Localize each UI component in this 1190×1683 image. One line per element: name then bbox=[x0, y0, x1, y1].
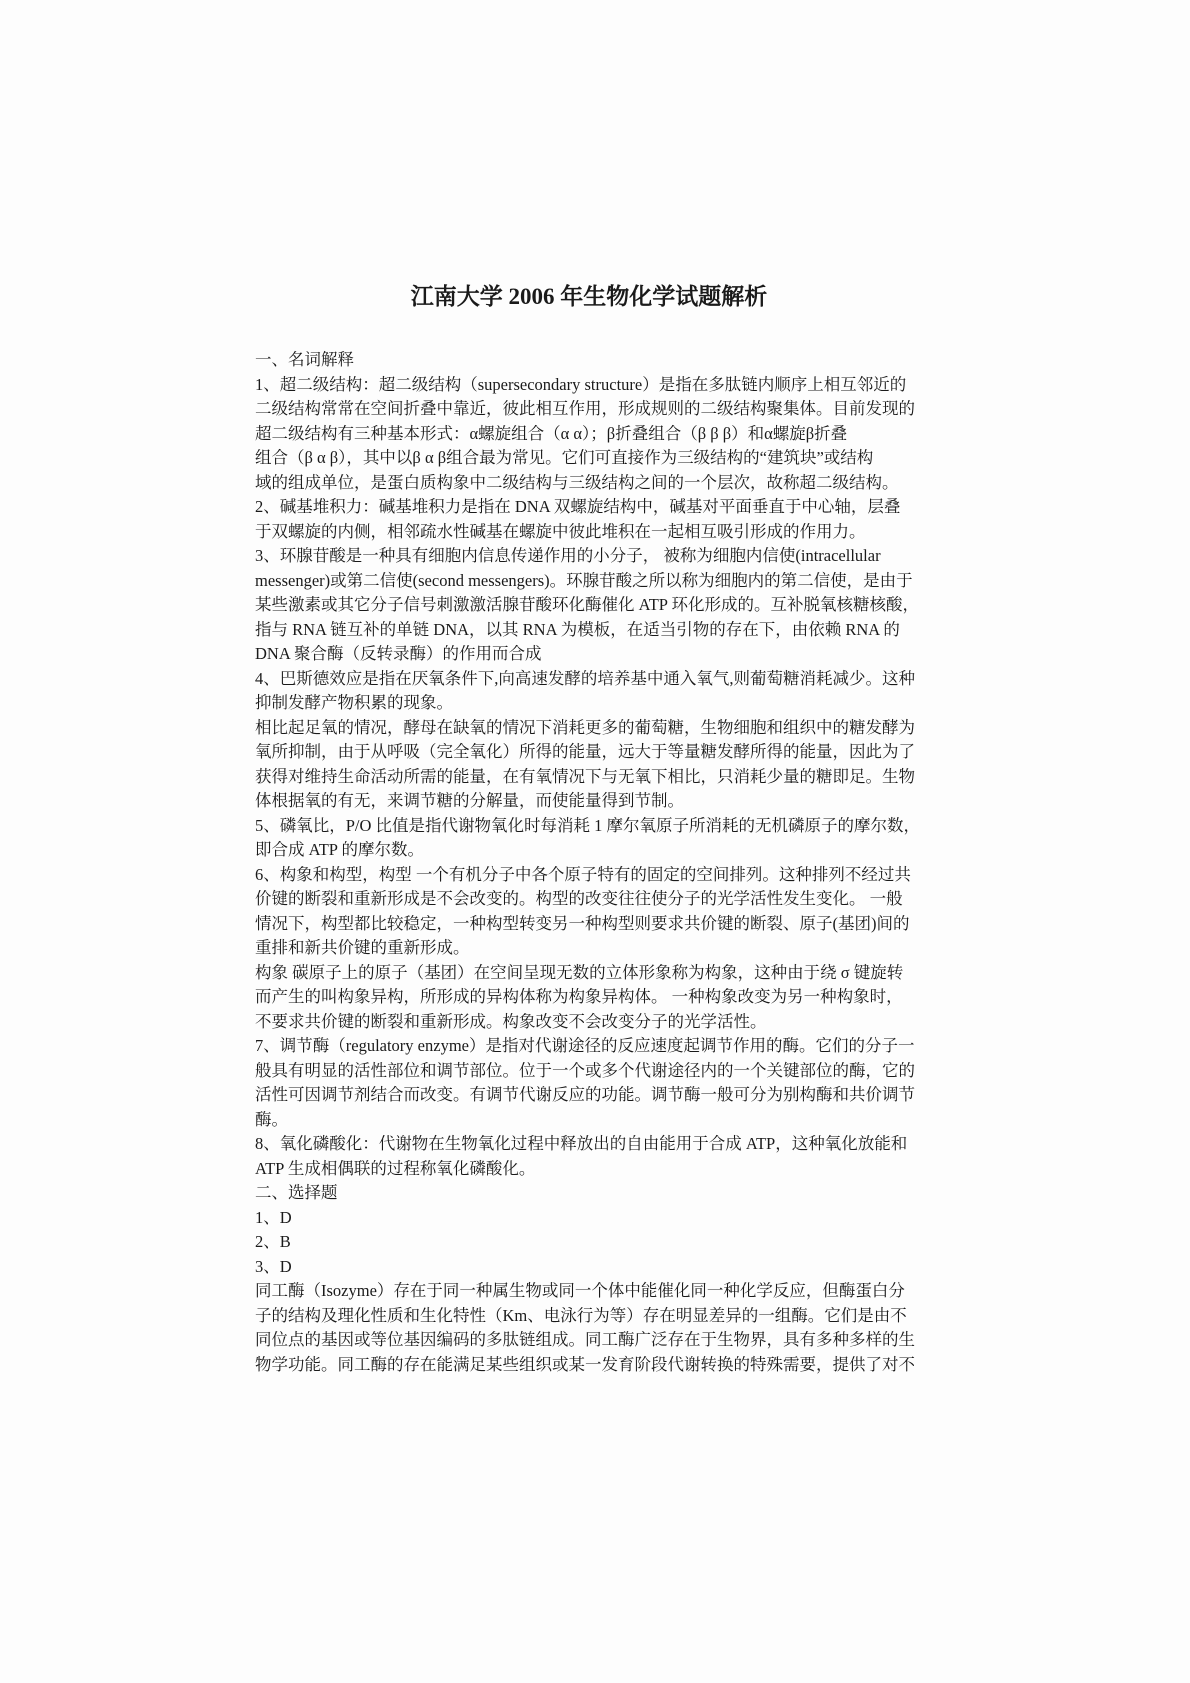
text-line: 于双螺旋的内侧，相邻疏水性碱基在螺旋中彼此堆积在一起相互吸引形成的作用力。 bbox=[255, 521, 866, 541]
text-line: 3、D bbox=[255, 1256, 292, 1276]
text-line: 获得对维持生命活动所需的能量，在有氧情况下与无氧下相比，只消耗少量的糖即足。生物 bbox=[255, 766, 915, 786]
text-line: 某些激素或其它分子信号刺激激活腺苷酸环化酶催化 ATP 环化形成的。互补脱氧核糖核酸， bbox=[255, 595, 919, 614]
text-line: 价键的断裂和重新形成是不会改变的。构型的改变往往使分子的光学活性发生变化。 一般 bbox=[255, 889, 903, 908]
text-line: 即合成 ATP 的摩尔数。 bbox=[255, 840, 424, 859]
text-line: DNA 聚合酶（反转录酶）的作用而合成 bbox=[255, 644, 542, 663]
text-line: 构象 碳原子上的原子（基团）在空间呈现无数的立体形象称为构象，这种由于绕 σ 键旋转 bbox=[255, 962, 904, 982]
text-line: 7、调节酶（regulatory enzyme）是指对代谢途径的反应速度起调节作用的酶。它们的分子一 bbox=[255, 1036, 915, 1055]
text-line: 体根据氧的有无，来调节糖的分解量，而使能量得到节制。 bbox=[255, 791, 684, 810]
text-line: 同位点的基因或等位基因编码的多肽链组成。同工酶广泛存在于生物界，具有多种多样的生 bbox=[255, 1330, 915, 1349]
text-line: ATP 生成相偶联的过程称氧化磷酸化。 bbox=[255, 1158, 536, 1178]
text-line: 般具有明显的活性部位和调节部位。位于一个或多个代谢途径内的一个关键部位的酶，它的 bbox=[255, 1060, 915, 1080]
text-line: 相比起足氧的情况，酵母在缺氧的情况下消耗更多的葡萄糖，生物细胞和组织中的糖发酵为 bbox=[255, 717, 915, 737]
text-line: 酶。 bbox=[255, 1109, 288, 1129]
text-line: 组合（β α β），其中以β α β组合最为常见。它们可直接作为三级结构的“建筑块”或结构 bbox=[255, 448, 874, 467]
text-line: 活性可因调节剂结合而改变。有调节代谢反应的功能。调节酶一般可分为别构酶和共价调节 bbox=[255, 1085, 915, 1104]
text-line: 超二级结构有三种基本形式：α螺旋组合（α α）；β折叠组合（β β β）和α螺旋β折叠 bbox=[255, 423, 848, 443]
document-content bbox=[255, 283, 923, 1377]
text-line: 5、磷氧比，P/O 比值是指代谢物氧化时每消耗 1 摩尔氧原子所消耗的无机磷原子的摩尔数， bbox=[255, 815, 921, 835]
text-line: 二、选择题 bbox=[255, 1183, 338, 1202]
text-line: 情况下，构型都比较稳定，一种构型转变另一种构型则要求共价键的断裂、原子(基团)间的 bbox=[255, 913, 910, 933]
text-line: 子的结构及理化性质和生化特性（Km、电泳行为等）存在明显差异的一组酶。它们是由不 bbox=[255, 1305, 907, 1325]
text-line: 氧所抑制，由于从呼吸（完全氧化）所得的能量，远大于等量糖发酵所得的能量，因此为了 bbox=[255, 742, 915, 761]
text-line: 6、构象和构型，构型 一个有机分子中各个原子特有的固定的空间排列。这种排列不经过共 bbox=[255, 864, 911, 884]
text-line: messenger)或第二信使(second messengers)。环腺苷酸之所以称为细胞内的第二信使，是由于 bbox=[255, 570, 913, 590]
text-line: 同工酶（Isozyme）存在于同一种属生物或同一个体中能催化同一种化学反应，但酶蛋白分 bbox=[255, 1281, 905, 1300]
text-line: 3、环腺苷酸是一种具有细胞内信息传递作用的小分子， 被称为细胞内信使(intracellular bbox=[255, 546, 881, 565]
text-line: 而产生的叫构象异构，所形成的异构体称为构象异构体。 一种构象改变为另一种构象时， bbox=[255, 987, 903, 1006]
text-line: 指与 RNA 链互补的单链 DNA，以其 RNA 为模板，在适当引物的存在下，由依赖 RNA 的 bbox=[255, 619, 900, 639]
text-line: 物学功能。同工酶的存在能满足某些组织或某一发育阶段代谢转换的特殊需要，提供了对不 bbox=[255, 1354, 915, 1374]
text-line: 一、名词解释 bbox=[255, 350, 354, 369]
text-line: 重排和新共价键的重新形成。 bbox=[255, 938, 470, 957]
text-line: 1、D bbox=[255, 1207, 292, 1227]
document-title: 江南大学 2006 年生物化学试题解析 bbox=[410, 284, 768, 309]
text-line: 二级结构常常在空间折叠中靠近，彼此相互作用，形成规则的二级结构聚集体。目前发现的 bbox=[255, 399, 915, 418]
text-line: 4、巴斯德效应是指在厌氧条件下,向高速发酵的培养基中通入氧气,则葡萄糖消耗减少。这种 bbox=[255, 668, 915, 688]
text-line: 不要求共价键的断裂和重新形成。构象改变不会改变分子的光学活性。 bbox=[255, 1011, 767, 1031]
text-line: 1、超二级结构：超二级结构（supersecondary structure）是指在多肽链内顺序上相互邻近的 bbox=[255, 374, 907, 394]
text-line: 抑制发酵产物积累的现象。 bbox=[255, 693, 453, 712]
text-line: 域的组成单位，是蛋白质构象中二级结构与三级结构之间的一个层次，故称超二级结构。 bbox=[255, 472, 899, 492]
text-line: 8、氧化磷酸化：代谢物在生物氧化过程中释放出的自由能用于合成 ATP，这种氧化放能和 bbox=[255, 1134, 908, 1153]
text-line: 2、B bbox=[255, 1232, 291, 1251]
document-body bbox=[255, 348, 923, 1377]
text-line: 2、碱基堆积力：碱基堆积力是指在 DNA 双螺旋结构中，碱基对平面垂直于中心轴，层叠 bbox=[255, 497, 901, 516]
